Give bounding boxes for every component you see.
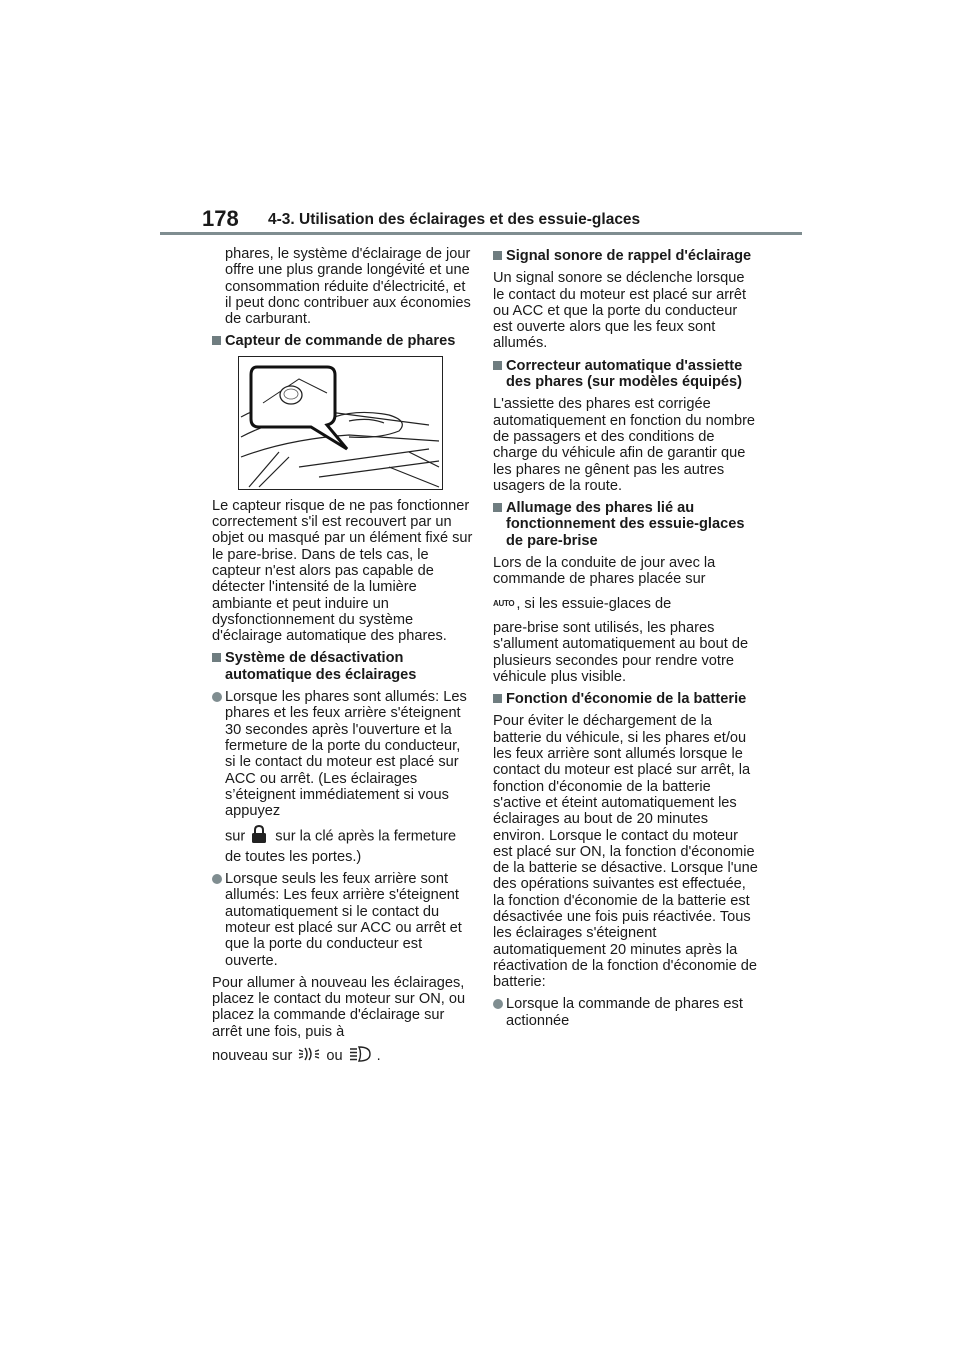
bullet-headlight-switch: Lorsque la commande de phares est actionnée <box>493 996 758 1029</box>
heading-leveling: Correcteur automatique d'assiette des phares (sur modèles équipés) <box>493 358 758 391</box>
relight-paragraph: Pour allumer à nouveau les éclairages, placez le contact du moteur sur ON, ou placez la commande d'éclairage sur arrêt une fois, puis à <box>212 974 466 1040</box>
page-number: 178 <box>202 206 239 231</box>
left-column <box>212 246 474 1072</box>
square-bullet-icon <box>493 503 502 512</box>
headlight-sensor-illustration <box>238 356 443 490</box>
square-bullet-icon <box>212 336 221 345</box>
auto-icon: AUTO <box>493 598 515 608</box>
heading-wiper-link: Allumage des phares lié au fonctionnement des essuie-glaces de pare-brise <box>493 500 758 549</box>
heading-buzzer: Signal sonore de rappel d'éclairage <box>493 248 758 264</box>
wiper-paragraph-end: pare-brise sont utilisés, les phares s'allument automatiquement au bout de plusieurs secondes pour rendre votre véhicule plus visible. <box>493 619 749 685</box>
sensor-paragraph: Le capteur risque de ne pas fonctionner correctement s'il est recouvert par un objet ou masqué par un élément fixé sur le pare-brise. Dans de tels cas, le capteur n'est alors pas capable de détecter l'intensité de la lumière ambiante et peut induire un dysfonctionnement du système d'éclairage automatique des phares. <box>212 497 473 645</box>
buzzer-paragraph: Un signal sonore se déclenche lorsque le contact du moteur est placé sur arrêt ou ACC et que la porte du conducteur est ouverte alors que les feux sont allumés. <box>493 270 747 352</box>
tail-light-icon <box>298 1046 320 1066</box>
square-bullet-icon <box>493 251 502 260</box>
heading-sensor: Capteur de commande de phares <box>212 333 474 349</box>
square-bullet-icon <box>493 361 502 370</box>
square-bullet-icon <box>212 653 221 662</box>
bullet-tail-lights-on: Lorsque seuls les feux arrière sont allumés: Les feux arrière s'éteignent automatiquement si le contact du moteur est placé sur ACC ou arrêt et que la porte du conducteur est ouverte. <box>212 871 474 969</box>
leveling-paragraph: L'assiette des phares est corrigée automatiquement en fonction du nombre de passagers et des conditions de charge du véhicule afin de garantir que les phares ne gênent pas les autres usagers de la route. <box>493 396 756 494</box>
heading-battery: Fonction d'économie de la batterie <box>493 691 758 707</box>
header-rule <box>160 232 802 235</box>
round-bullet-icon <box>212 874 222 884</box>
intro-paragraph: phares, le système d'éclairage de jour offre une plus grande longévité et une consommation réduite d'électricité, et il peut donc contribuer aux économies de carburant. <box>225 246 471 328</box>
headlight-icon <box>349 1046 371 1066</box>
heading-auto-off: Système de désactivation automatique des éclairages <box>212 650 474 683</box>
round-bullet-icon <box>493 999 503 1009</box>
section-title: 4-3. Utilisation des éclairages et des essuie-glaces <box>268 211 641 228</box>
wiper-auto-line: AUTO , si les essuie-glaces de <box>493 595 672 612</box>
relight-line: nouveau sur ou . <box>212 1046 474 1066</box>
wiper-paragraph: Lors de la conduite de jour avec la commande de phares placée sur <box>493 555 716 588</box>
right-column <box>493 246 758 1035</box>
square-bullet-icon <box>493 694 502 703</box>
round-bullet-icon <box>212 692 222 702</box>
sensor-illustration-icon <box>239 357 442 489</box>
battery-paragraph: Pour éviter le déchargement de la batterie du véhicule, si les phares et/ou les feux arrière sont allumés lorsque le contact du moteur est placé sur arrêt, la fonction d'économie de la batterie s'active et éteint automatiquement les éclairages au bout de 20 minutes environ. Lorsque le contact du moteur est placé sur ON, la fonction d'économie de la batterie se désactive. Lorsque l'une des opérations suivantes est effectuée, la fonction d'économie de la batterie est désactivée une fois puis réactivée. Tous les éclairages s'éteignent automatiquement 20 minutes après la réactivation de la fonction d'économie de batterie: <box>493 713 758 991</box>
bullet-headlights-on: Lorsque les phares sont allumés: Les phares et les feux arrière s'éteignent 30 secondes après l'ouverture et la fermeture de la porte du conducteur, si le contact du moteur est placé sur ACC ou arrêt. (Les éclairages s’éteignent immédiatement si vous appuyez sur sur la clé après la fermeture de toutes les portes.) <box>212 689 474 865</box>
lock-icon <box>251 825 267 848</box>
